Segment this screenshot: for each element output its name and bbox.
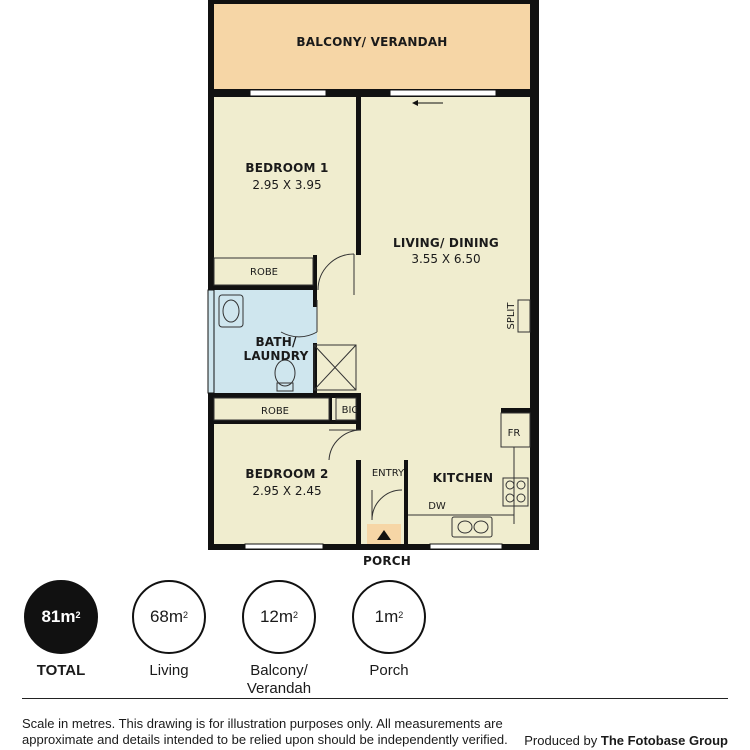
living-dims: 3.55 X 6.50 — [411, 252, 481, 266]
bic-label: BIC — [341, 405, 359, 416]
stat-total — [6, 580, 116, 680]
dishwasher-label: DW — [428, 501, 446, 512]
stat-balcony-unit: 2 — [293, 610, 299, 620]
stat-porch — [334, 580, 444, 680]
stat-living — [114, 580, 224, 680]
balcony-label: BALCONY/ VERANDAH — [296, 35, 448, 49]
bedroom2-dims: 2.95 X 2.45 — [252, 484, 322, 498]
split-label: SPLIT — [506, 302, 517, 330]
bedroom1-label: BEDROOM 1 — [245, 161, 329, 175]
stat-porch-label: Porch — [369, 662, 409, 679]
stat-total-unit: 2 — [75, 610, 81, 620]
stat-balcony — [224, 580, 334, 698]
bath-label-2: LAUNDRY — [243, 349, 309, 363]
living-label: LIVING/ DINING — [393, 236, 499, 250]
stat-living-value: 68m — [149, 607, 184, 626]
stat-porch-circle — [352, 580, 426, 654]
stat-total-value: 81m — [41, 607, 76, 626]
bedroom2-label: BEDROOM 2 — [245, 467, 329, 481]
robe2-label: ROBE — [261, 406, 289, 417]
stat-porch-unit: 2 — [398, 610, 404, 620]
stat-balcony-value: 12m — [259, 607, 294, 626]
bath-label-1: BATH/ — [255, 335, 297, 349]
stat-balcony-circle — [242, 580, 316, 654]
stat-living-label: Living — [149, 662, 189, 679]
kitchen-label: KITCHEN — [432, 471, 494, 485]
porch-label: PORCH — [362, 554, 412, 568]
fridge-label: FR — [507, 428, 521, 439]
stat-living-unit: 2 — [183, 610, 189, 620]
disclaimer: Scale in metres. This drawing is for illustration purposes only. All measurements are approximate and details intended to be relied upon should be independently verified. — [22, 716, 508, 747]
stat-balcony-label: Balcony/ Verandah — [246, 662, 312, 697]
stat-total-circle — [24, 580, 98, 654]
credit-prefix: Produced by — [524, 733, 598, 748]
bedroom1-dims: 2.95 X 3.95 — [252, 178, 322, 192]
robe1-label: ROBE — [250, 267, 278, 278]
stat-total-label: TOTAL — [36, 662, 86, 679]
footer-divider — [22, 698, 728, 699]
credit-company: The Fotobase Group — [600, 733, 728, 748]
stat-porch-value: 1m — [374, 607, 399, 626]
entry-label: ENTRY — [371, 468, 405, 479]
stat-living-circle — [132, 580, 206, 654]
credit — [524, 733, 728, 749]
